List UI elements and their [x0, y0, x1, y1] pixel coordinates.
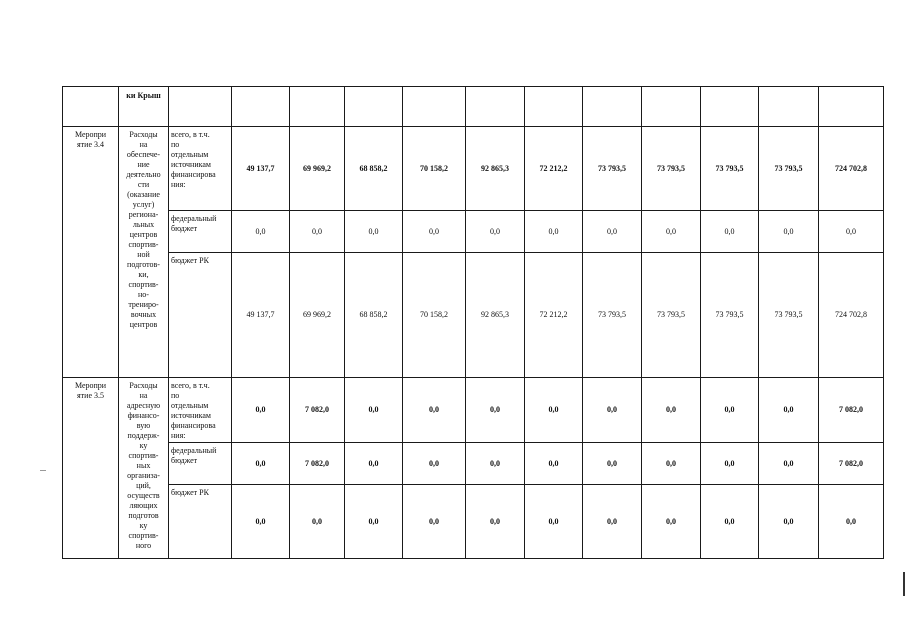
value-cell: 92 865,3 — [466, 127, 525, 211]
value-cell: 73 793,5 — [701, 253, 759, 378]
description-fragment: ки Крыш — [119, 87, 169, 127]
value-cell: 0,0 — [232, 378, 290, 443]
value-cell: 0,0 — [403, 211, 466, 253]
value-cell: 0,0 — [819, 211, 884, 253]
value-cell: 0,0 — [403, 443, 466, 485]
value-cell: 7 082,0 — [290, 443, 345, 485]
empty-cell — [169, 87, 232, 127]
value-cell: 0,0 — [525, 485, 583, 559]
value-cell: 0,0 — [819, 485, 884, 559]
table-row — [63, 127, 884, 211]
value-cell: 0,0 — [290, 211, 345, 253]
value-cell: 0,0 — [290, 485, 345, 559]
value-cell: 7 082,0 — [819, 443, 884, 485]
activity-description: Расходы на обеспече- ние деятельно сти (оказание услуг) региона- льных центров спортив- ной подготов- ки, спортив- но- трениро- вочных центров — [119, 127, 169, 378]
value-cell: 72 212,2 — [525, 253, 583, 378]
empty-cell — [232, 87, 290, 127]
value-cell: 73 793,5 — [759, 127, 819, 211]
empty-cell — [642, 87, 701, 127]
value-cell: 0,0 — [466, 485, 525, 559]
activity-description: Расходы на адресную финансо- вую поддерж- ку спортив- ных организа- ций, осуществ ляющих подготов ку спортив- ного — [119, 378, 169, 559]
value-cell: 0,0 — [701, 443, 759, 485]
value-cell: 0,0 — [701, 485, 759, 559]
value-cell: 0,0 — [701, 211, 759, 253]
value-cell: 0,0 — [403, 485, 466, 559]
empty-cell — [290, 87, 345, 127]
value-cell: 49 137,7 — [232, 253, 290, 378]
value-cell: 73 793,5 — [759, 253, 819, 378]
empty-cell — [345, 87, 403, 127]
funding-source: федеральный бюджет — [169, 211, 232, 253]
value-cell: 0,0 — [583, 485, 642, 559]
value-cell: 0,0 — [525, 211, 583, 253]
value-cell: 0,0 — [466, 211, 525, 253]
empty-cell — [583, 87, 642, 127]
value-cell: 0,0 — [466, 378, 525, 443]
value-cell: 0,0 — [345, 211, 403, 253]
value-cell: 73 793,5 — [642, 253, 701, 378]
table-row — [63, 253, 884, 378]
value-cell: 69 969,2 — [290, 253, 345, 378]
value-cell: 0,0 — [232, 211, 290, 253]
activity-code: Меропри ятие 3.4 — [63, 127, 119, 378]
scan-mark — [40, 470, 46, 471]
value-cell: 0,0 — [403, 378, 466, 443]
value-cell: 0,0 — [345, 378, 403, 443]
value-cell: 0,0 — [642, 211, 701, 253]
value-cell: 70 158,2 — [403, 127, 466, 211]
value-cell: 0,0 — [642, 485, 701, 559]
empty-cell — [759, 87, 819, 127]
value-cell: 73 793,5 — [583, 253, 642, 378]
table-row — [63, 378, 884, 443]
code-cell — [63, 87, 119, 127]
value-cell: 0,0 — [759, 378, 819, 443]
value-cell: 0,0 — [701, 378, 759, 443]
value-cell: 70 158,2 — [403, 253, 466, 378]
value-cell: 724 702,8 — [819, 127, 884, 211]
value-cell: 0,0 — [466, 443, 525, 485]
value-cell: 73 793,5 — [701, 127, 759, 211]
continuation-row — [63, 87, 884, 127]
activity-code: Меропри ятие 3.5 — [63, 378, 119, 559]
value-cell: 0,0 — [642, 378, 701, 443]
value-cell: 68 858,2 — [345, 253, 403, 378]
empty-cell — [525, 87, 583, 127]
value-cell: 0,0 — [345, 485, 403, 559]
value-cell: 92 865,3 — [466, 253, 525, 378]
value-cell: 0,0 — [583, 211, 642, 253]
funding-source: бюджет РК — [169, 485, 232, 559]
empty-cell — [819, 87, 884, 127]
value-cell: 0,0 — [642, 443, 701, 485]
value-cell: 73 793,5 — [642, 127, 701, 211]
value-cell: 0,0 — [759, 211, 819, 253]
table-row — [63, 485, 884, 559]
table-body — [63, 87, 884, 559]
value-cell: 0,0 — [759, 485, 819, 559]
budget-table — [62, 86, 884, 559]
value-cell: 7 082,0 — [819, 378, 884, 443]
table-row — [63, 211, 884, 253]
funding-source: всего, в т.ч. по отдельным источникам финансирова ния: — [169, 378, 232, 443]
value-cell: 49 137,7 — [232, 127, 290, 211]
funding-source: всего, в т.ч. по отдельным источникам финансирова ния: — [169, 127, 232, 211]
table-row — [63, 443, 884, 485]
value-cell: 68 858,2 — [345, 127, 403, 211]
value-cell: 0,0 — [583, 378, 642, 443]
funding-source: федеральный бюджет — [169, 443, 232, 485]
empty-cell — [403, 87, 466, 127]
value-cell: 0,0 — [345, 443, 403, 485]
value-cell: 724 702,8 — [819, 253, 884, 378]
value-cell: 72 212,2 — [525, 127, 583, 211]
funding-source: бюджет РК — [169, 253, 232, 378]
value-cell: 0,0 — [232, 485, 290, 559]
value-cell: 0,0 — [759, 443, 819, 485]
empty-cell — [466, 87, 525, 127]
value-cell: 0,0 — [525, 378, 583, 443]
value-cell: 7 082,0 — [290, 378, 345, 443]
value-cell: 0,0 — [232, 443, 290, 485]
value-cell: 69 969,2 — [290, 127, 345, 211]
value-cell: 73 793,5 — [583, 127, 642, 211]
empty-cell — [701, 87, 759, 127]
value-cell: 0,0 — [525, 443, 583, 485]
value-cell: 0,0 — [583, 443, 642, 485]
